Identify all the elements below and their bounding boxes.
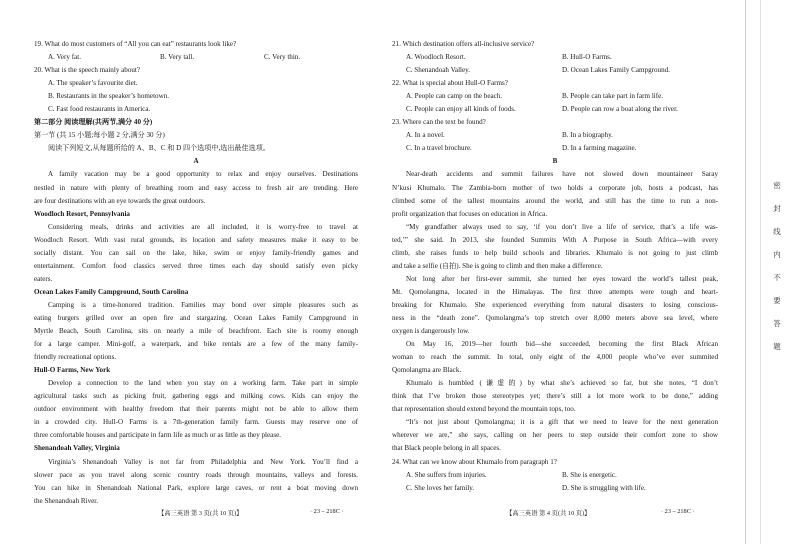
right-column: [392, 38, 718, 495]
left-column: [34, 38, 358, 508]
passage-b-line: profit organization that focuses on education in Africa.: [392, 209, 548, 218]
option-21-b: B. Hull-O Farms.: [562, 53, 612, 62]
passage-a-line: Woodloch Resort. With vast rural grounds, its location and safety measures make it easy to be: [34, 235, 358, 244]
seal-char-6: 要: [773, 296, 781, 305]
passage-a-line: slower pace as you travel along scenic country roads through mountains, valleys and forests.: [34, 470, 358, 479]
passage-a-line: in a crowded city. Hull-O Farms is a 7th-generation family farm. Guests may reserve one of: [34, 418, 358, 427]
passage-b-line: On May 16, 2019—her fourth bid—she succeeded, becoming the first Black African: [406, 340, 718, 349]
passage-b-line: breaking for Khumalo. She experienced everything from natural disasters to losing conscious-: [392, 300, 718, 309]
passage-b-line: climb, she raises funds to help build schools and libraries. Khumalo is not going to just climb: [392, 248, 718, 257]
passage-a-line: Camping is a time-honored tradition. Families may bond over simple pleasures such as: [48, 300, 358, 309]
seal-char-8: 题: [773, 342, 781, 351]
option-24-a: A. She suffers from injuries.: [406, 470, 487, 479]
option-19-a: A. Very fat.: [48, 53, 81, 62]
passage-a-text: [34, 168, 358, 507]
question-24-options-row2: [392, 482, 718, 495]
option-19-c: C. Very thin.: [264, 53, 301, 62]
seal-char-1: 密: [773, 181, 781, 190]
seal-char-4: 内: [773, 250, 781, 259]
footer-left-page-3: 【高三英语 第 3 页(共 10 页)】: [158, 510, 243, 517]
passage-b-line: N’kusi Khumalo. The Zambia-born mother of two holds a corporate job, hosts a podcast, has: [392, 183, 718, 192]
seal-char-7: 答: [773, 319, 781, 328]
passage-a-line: socially distant. You can sail on the lake, hike, swim or enjoy family-friendly games and: [34, 248, 358, 257]
section1-instruction: 阅读下列短文,从每题所给的 A、B、C 和 D 四个选项中,选出最佳选项。: [48, 144, 270, 153]
option-24-c: C. She loves her family.: [406, 483, 475, 492]
footer-right-code: · 23 – 218C ·: [661, 508, 695, 515]
seal-char-2: 封: [773, 204, 781, 213]
passage-a-heading: Ocean Lakes Family Campground, South Carolina: [34, 287, 189, 296]
option-22-a: A. People can camp on the beach.: [406, 92, 503, 101]
passage-a-heading: Hull-O Farms, New York: [34, 366, 111, 375]
passage-b-line: woman to reach the summit. In total, only eight of the 4,000 people who’ve ever summited: [392, 353, 718, 362]
passage-a-line: outdoor environment with healthy freedom that their parents might not be able to allow them: [34, 405, 358, 414]
passage-b-label: B: [552, 157, 558, 166]
option-20-b: B. Restaurants in the speaker’s hometown.: [48, 92, 170, 101]
passage-a-line: for a large camper. Mini-golf, a waterpark, and bike rentals are a few of the many family-: [34, 340, 358, 349]
passage-b-text: [392, 168, 718, 455]
option-22-d: D. People can row a boat along the river.: [562, 105, 678, 114]
question-23-options-row2: [392, 142, 718, 155]
passage-a-line: A family vacation may be a good opportunity to relax and enjoy ourselves. Destinations: [48, 170, 358, 179]
question-23: 23. Where can the text be found?: [392, 118, 486, 127]
passage-b-line: ness in the “death zone”. Qomolangma’s top stretch over 8,000 meters above sea level, where: [392, 313, 718, 322]
question-22-options-row2: [392, 103, 718, 116]
option-24-b: B. She is energetic.: [562, 470, 617, 479]
passage-a-line: agricultural tasks such as picking fruit, gathering eggs and milking cows. Kids can enjoy the: [34, 392, 358, 401]
option-21-d: D. Ocean Lakes Family Campground.: [562, 66, 670, 75]
footer-left-code: · 23 – 218C ·: [310, 508, 344, 515]
passage-a-line: Virginia’s Shenandoah Valley is not far from Philadelphia and New York. You’ll find a: [48, 457, 358, 466]
option-24-d: D. She is struggling with life.: [562, 483, 646, 492]
passage-b-line: Not long after her first-ever summit, she turned her eyes toward the world’s tallest peak,: [406, 274, 718, 283]
option-21-c: C. Shenandoah Valley.: [406, 66, 471, 75]
passage-b-line: that representation should extend beyond the mountain tops, too.: [392, 405, 576, 414]
question-21-options-row1: [392, 51, 718, 64]
question-19-options: [34, 51, 358, 64]
option-20-a: A. The speaker’s favourite diet.: [48, 79, 138, 88]
passage-b-line: Khumalo is humbled (谦虚的) by what she’s achieved so far, but she notes, “I don’t: [406, 379, 718, 388]
option-22-c: C. People can enjoy all kinds of foods.: [406, 105, 516, 114]
passage-b-line: wherever we are,” she says, calling on her peers to step outside their comfort zone to show: [392, 431, 718, 440]
passage-a-line: nestled in nature with plenty of breathing room and easy access to fresh air are trending. Here: [34, 183, 358, 192]
option-23-d: D. In a farming magazine.: [562, 144, 637, 153]
option-19-b: B. Very tall.: [160, 53, 195, 62]
question-23-options-row1: [392, 129, 718, 142]
option-21-a: A. Woodloch Resort.: [406, 53, 466, 62]
question-22-options-row1: [392, 90, 718, 103]
binding-rule: [745, 0, 746, 544]
question-24: 24. What can we know about Khumalo from paragraph 1?: [392, 457, 557, 466]
passage-b-line: Qomolangma are Black.: [392, 366, 462, 375]
passage-a-line: Develop a connection to the land when you stay on a working farm. Take part in simple: [48, 379, 358, 388]
passage-a-line: You can hike in Shenandoah National Park, explore large caves, or rent a boat moving down: [34, 483, 358, 492]
passage-b-line: “My grandfather always used to say, ‘if you don’t live a life of service, that’s a life was-: [406, 222, 718, 231]
passage-b-line: oxygen is dangerously low.: [392, 327, 470, 336]
passage-a-line: entertainment. Comfort food classics served three times each day should satisfy even picky: [34, 261, 358, 270]
passage-a-heading: Woodloch Resort, Pennsylvania: [34, 209, 130, 218]
passage-a-line: three comfortable houses and participate in farm life as much or as little as they please.: [34, 431, 282, 440]
passage-a-line: are four destinations with an eye towards the great outdoors.: [34, 196, 206, 205]
option-23-a: A. In a novel.: [406, 131, 445, 140]
binding-strip: [760, 0, 761, 544]
section1-title: 第一节 (共 15 小题;每小题 2 分,满分 30 分): [34, 131, 165, 140]
passage-b-line: and take a selfie (自拍). She is going to climb and then make a difference.: [392, 261, 603, 270]
question-20: 20. What is the speech mainly about?: [34, 66, 141, 75]
question-21-options-row2: [392, 64, 718, 77]
option-20-c: C. Fast food restaurants in America.: [48, 105, 151, 114]
footer-right-page-4: 【高三英语 第 4 页(共 10 页)】: [506, 510, 591, 517]
question-19: 19. What do most customers of “All you can eat” restaurants look like?: [34, 40, 237, 48]
option-22-b: B. People can take part in farm life.: [562, 92, 664, 101]
passage-b-line: ted,’” she said. In 2013, she founded Summits With A Purpose in South Africa—with every: [392, 235, 718, 244]
seal-char-5: 不: [773, 273, 781, 282]
question-24-options-row1: [392, 469, 718, 482]
passage-b-line: Near-death accidents and summit failures have not slowed down mountaineer Saray: [406, 170, 718, 179]
passage-a-line: friendly recreational options.: [34, 353, 117, 362]
option-23-c: C. In a travel brochure.: [406, 144, 472, 153]
passage-a-line: the Shenandoah River.: [34, 496, 99, 505]
passage-a-line: eating burgers grilled over an open fire and stargazing. Ocean Lakes Family Campground in: [34, 313, 358, 322]
option-23-b: B. In a biography.: [562, 131, 613, 140]
question-21: 21. Which destination offers all-inclusive service?: [392, 40, 535, 48]
passage-a-line: eaters.: [34, 274, 53, 283]
passage-b-line: climbed some of the tallest mountains around the world, and still has the time to run a non-: [392, 196, 718, 205]
passage-b-line: think that I’ve broken those stereotypes yet; there’s still a lot more work to be done,” adding: [392, 392, 718, 401]
passage-a-label: A: [193, 157, 199, 166]
seal-char-3: 线: [773, 227, 781, 236]
part2-title: 第二部分 阅读理解(共两节,满分 40 分): [34, 118, 153, 127]
passage-a-line: Myrtle Beach, South Carolina, sits on nearly a mile of beachfront. Each site is roomy enough: [34, 327, 358, 336]
passage-b-line: Mt. Qomolangma, located in the Himalayas. The first three attempts were tough and heart-: [392, 287, 718, 296]
passage-b-line: “It’s not just about Qomolangma; it is a gift that we need to leave for the next generation: [406, 418, 718, 427]
question-22: 22. What is special about Hull-O Farms?: [392, 79, 508, 88]
passage-a-line: Considering meals, drinks and activities are all included, it is worry-free to travel at: [48, 222, 358, 231]
passage-a-heading: Shenandoah Valley, Virginia: [34, 444, 120, 453]
passage-b-line: that Black people belong in all spaces.: [392, 444, 501, 453]
